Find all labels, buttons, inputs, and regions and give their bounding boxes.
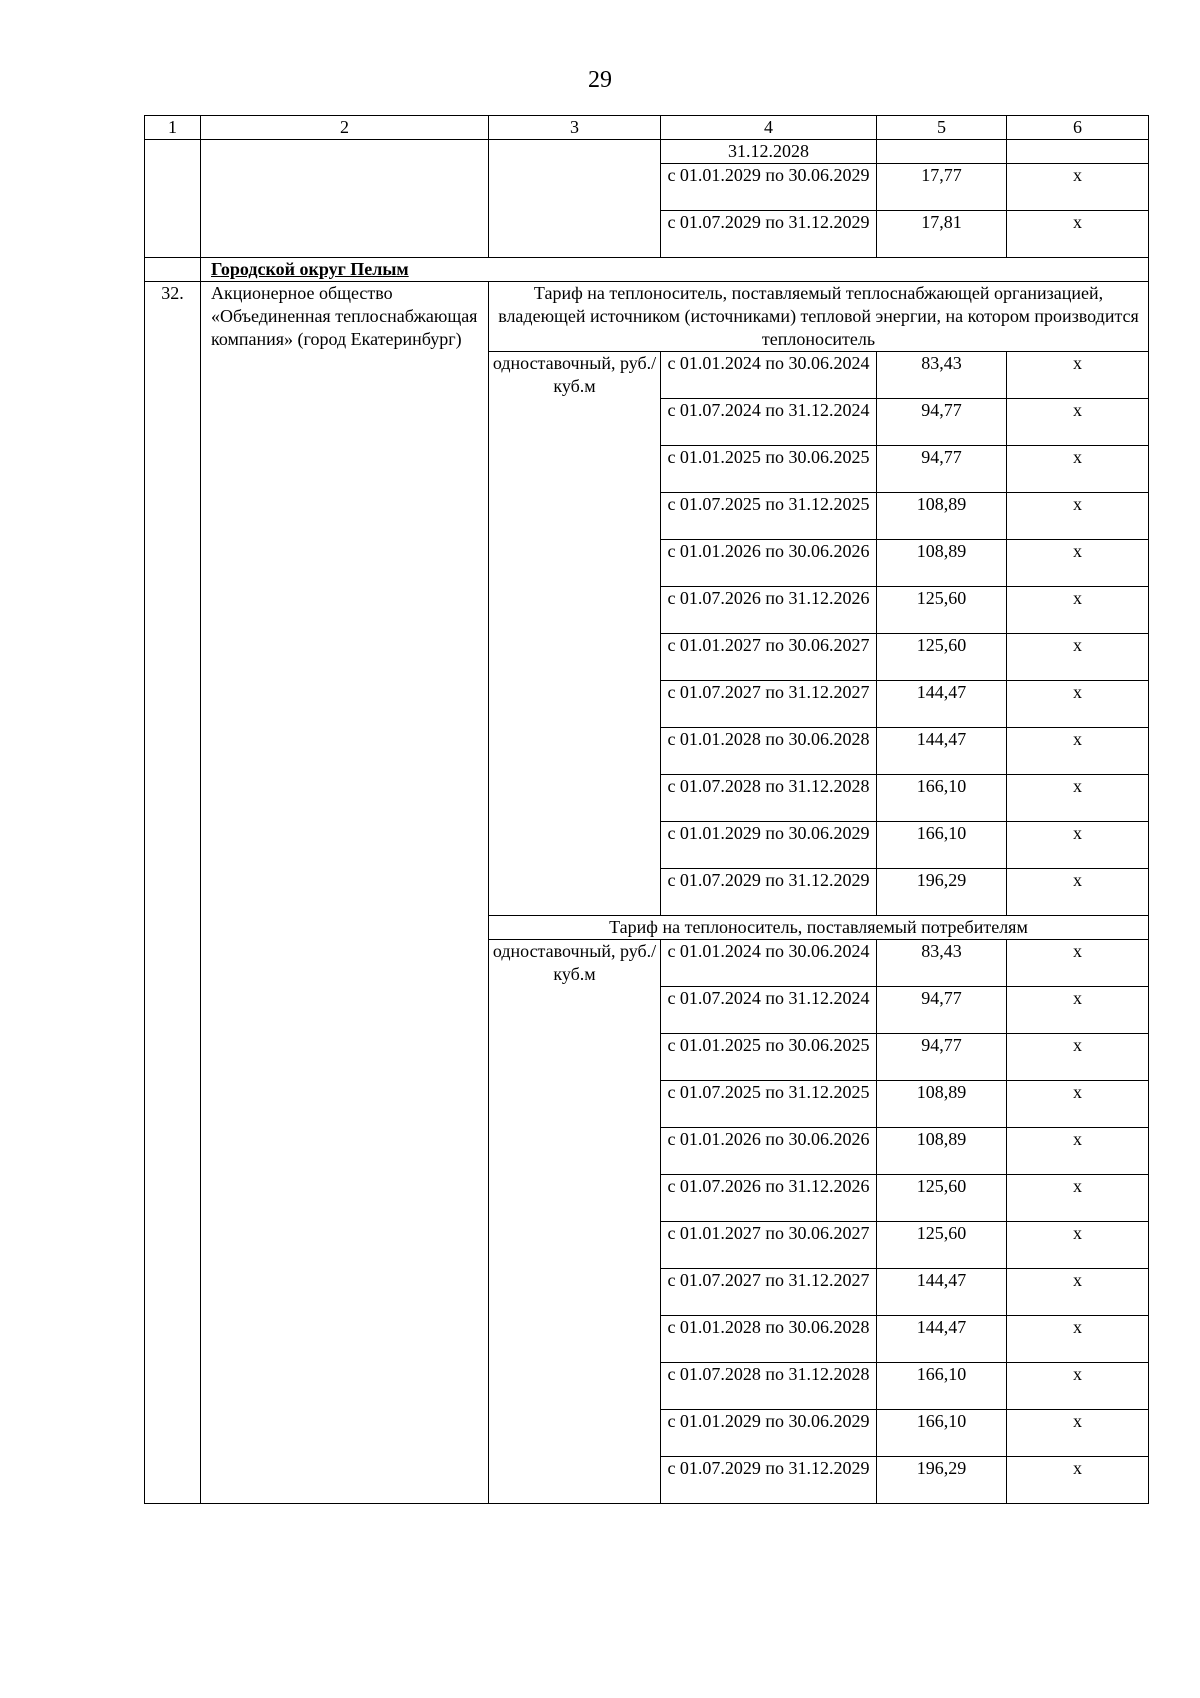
value-cell: 125,60 (877, 1222, 1007, 1269)
col6-cell: х (1007, 1457, 1149, 1504)
col6-cell: х (1007, 1316, 1149, 1363)
col6-cell: х (1007, 493, 1149, 540)
value-cell (877, 140, 1007, 164)
period-cell: с 01.01.2026 по 30.06.2026 (661, 1128, 877, 1175)
org-cell (201, 140, 489, 258)
value-cell: 144,47 (877, 1316, 1007, 1363)
value-cell: 166,10 (877, 822, 1007, 869)
value-cell: 166,10 (877, 1410, 1007, 1457)
col6-cell: х (1007, 164, 1149, 211)
period-cell: с 01.01.2024 по 30.06.2024 (661, 352, 877, 399)
value-cell: 94,77 (877, 399, 1007, 446)
period-cell: с 01.07.2026 по 31.12.2026 (661, 587, 877, 634)
org-cell: Акционерное общество «Объединенная теплоснабжающая компания» (город Екатеринбург) (201, 282, 489, 1504)
value-cell: 125,60 (877, 587, 1007, 634)
value-cell: 94,77 (877, 1034, 1007, 1081)
col6-cell: х (1007, 987, 1149, 1034)
col6-cell: х (1007, 1222, 1149, 1269)
value-cell: 196,29 (877, 869, 1007, 916)
col6-cell: х (1007, 352, 1149, 399)
period-cell: с 01.07.2029 по 31.12.2029 (661, 211, 877, 258)
col6-cell (1007, 140, 1149, 164)
number-cell: 32. (145, 282, 201, 1504)
period-cell: с 01.01.2027 по 30.06.2027 (661, 1222, 877, 1269)
period-cell: с 01.01.2029 по 30.06.2029 (661, 164, 877, 211)
value-cell: 108,89 (877, 493, 1007, 540)
section-title-cell: Тариф на теплоноситель, поставляемый теплоснабжающей организацией, владеющей источником (источниками) тепловой энергии, на котором производится теплоноситель (489, 282, 1149, 352)
value-cell: 166,10 (877, 1363, 1007, 1410)
col6-cell: х (1007, 822, 1149, 869)
group-title: Городской округ Пелым (211, 259, 409, 279)
col6-cell: х (1007, 775, 1149, 822)
period-cell: 31.12.2028 (661, 140, 877, 164)
col6-cell: х (1007, 869, 1149, 916)
value-cell: 94,77 (877, 987, 1007, 1034)
type-cell (489, 140, 661, 258)
col6-cell: х (1007, 540, 1149, 587)
header-row (145, 116, 1149, 140)
value-cell: 125,60 (877, 634, 1007, 681)
col6-cell: х (1007, 1081, 1149, 1128)
period-cell: с 01.07.2029 по 31.12.2029 (661, 1457, 877, 1504)
tariff-table (144, 115, 1149, 1504)
period-cell: с 01.07.2024 по 31.12.2024 (661, 399, 877, 446)
value-cell: 94,77 (877, 446, 1007, 493)
type-cell: одноставочный, руб./куб.м (489, 352, 661, 916)
period-cell: с 01.07.2028 по 31.12.2028 (661, 775, 877, 822)
period-cell: с 01.01.2025 по 30.06.2025 (661, 1034, 877, 1081)
number-cell (145, 258, 201, 282)
col6-cell: х (1007, 1175, 1149, 1222)
page-number: 29 (588, 67, 612, 93)
col6-cell: х (1007, 1410, 1149, 1457)
period-cell: с 01.07.2028 по 31.12.2028 (661, 1363, 877, 1410)
col6-cell: х (1007, 681, 1149, 728)
period-cell: с 01.07.2029 по 31.12.2029 (661, 869, 877, 916)
value-cell: 144,47 (877, 681, 1007, 728)
period-cell: с 01.01.2028 по 30.06.2028 (661, 728, 877, 775)
period-cell: с 01.07.2024 по 31.12.2024 (661, 987, 877, 1034)
period-cell: с 01.07.2025 по 31.12.2025 (661, 493, 877, 540)
col6-cell: х (1007, 1034, 1149, 1081)
section-title-cell: Тариф на теплоноситель, поставляемый потребителям (489, 916, 1149, 940)
value-cell: 83,43 (877, 352, 1007, 399)
table-row (145, 140, 1149, 164)
period-cell: с 01.01.2027 по 30.06.2027 (661, 634, 877, 681)
value-cell: 108,89 (877, 1081, 1007, 1128)
col6-cell: х (1007, 399, 1149, 446)
period-cell: с 01.01.2029 по 30.06.2029 (661, 1410, 877, 1457)
value-cell: 144,47 (877, 1269, 1007, 1316)
group-row (145, 258, 1149, 282)
period-cell: с 01.01.2029 по 30.06.2029 (661, 822, 877, 869)
type-cell: одноставочный, руб./куб.м (489, 940, 661, 1504)
col6-cell: х (1007, 940, 1149, 987)
value-cell: 166,10 (877, 775, 1007, 822)
period-cell: с 01.01.2028 по 30.06.2028 (661, 1316, 877, 1363)
period-cell: с 01.07.2027 по 31.12.2027 (661, 681, 877, 728)
value-cell: 108,89 (877, 1128, 1007, 1175)
header-cell: 5 (877, 116, 1007, 140)
header-cell: 3 (489, 116, 661, 140)
header-cell: 6 (1007, 116, 1149, 140)
col6-cell: х (1007, 211, 1149, 258)
value-cell: 144,47 (877, 728, 1007, 775)
col6-cell: х (1007, 587, 1149, 634)
value-cell: 83,43 (877, 940, 1007, 987)
header-cell: 2 (201, 116, 489, 140)
period-cell: с 01.07.2025 по 31.12.2025 (661, 1081, 877, 1128)
value-cell: 17,81 (877, 211, 1007, 258)
col6-cell: х (1007, 446, 1149, 493)
period-cell: с 01.07.2027 по 31.12.2027 (661, 1269, 877, 1316)
number-cell (145, 140, 201, 258)
section-title-row (145, 282, 1149, 352)
group-title-cell (201, 258, 1149, 282)
value-cell: 17,77 (877, 164, 1007, 211)
header-cell: 4 (661, 116, 877, 140)
period-cell: с 01.01.2024 по 30.06.2024 (661, 940, 877, 987)
col6-cell: х (1007, 728, 1149, 775)
col6-cell: х (1007, 1363, 1149, 1410)
period-cell: с 01.07.2026 по 31.12.2026 (661, 1175, 877, 1222)
value-cell: 108,89 (877, 540, 1007, 587)
value-cell: 125,60 (877, 1175, 1007, 1222)
col6-cell: х (1007, 1128, 1149, 1175)
col6-cell: х (1007, 1269, 1149, 1316)
value-cell: 196,29 (877, 1457, 1007, 1504)
header-cell: 1 (145, 116, 201, 140)
period-cell: с 01.01.2026 по 30.06.2026 (661, 540, 877, 587)
col6-cell: х (1007, 634, 1149, 681)
period-cell: с 01.01.2025 по 30.06.2025 (661, 446, 877, 493)
